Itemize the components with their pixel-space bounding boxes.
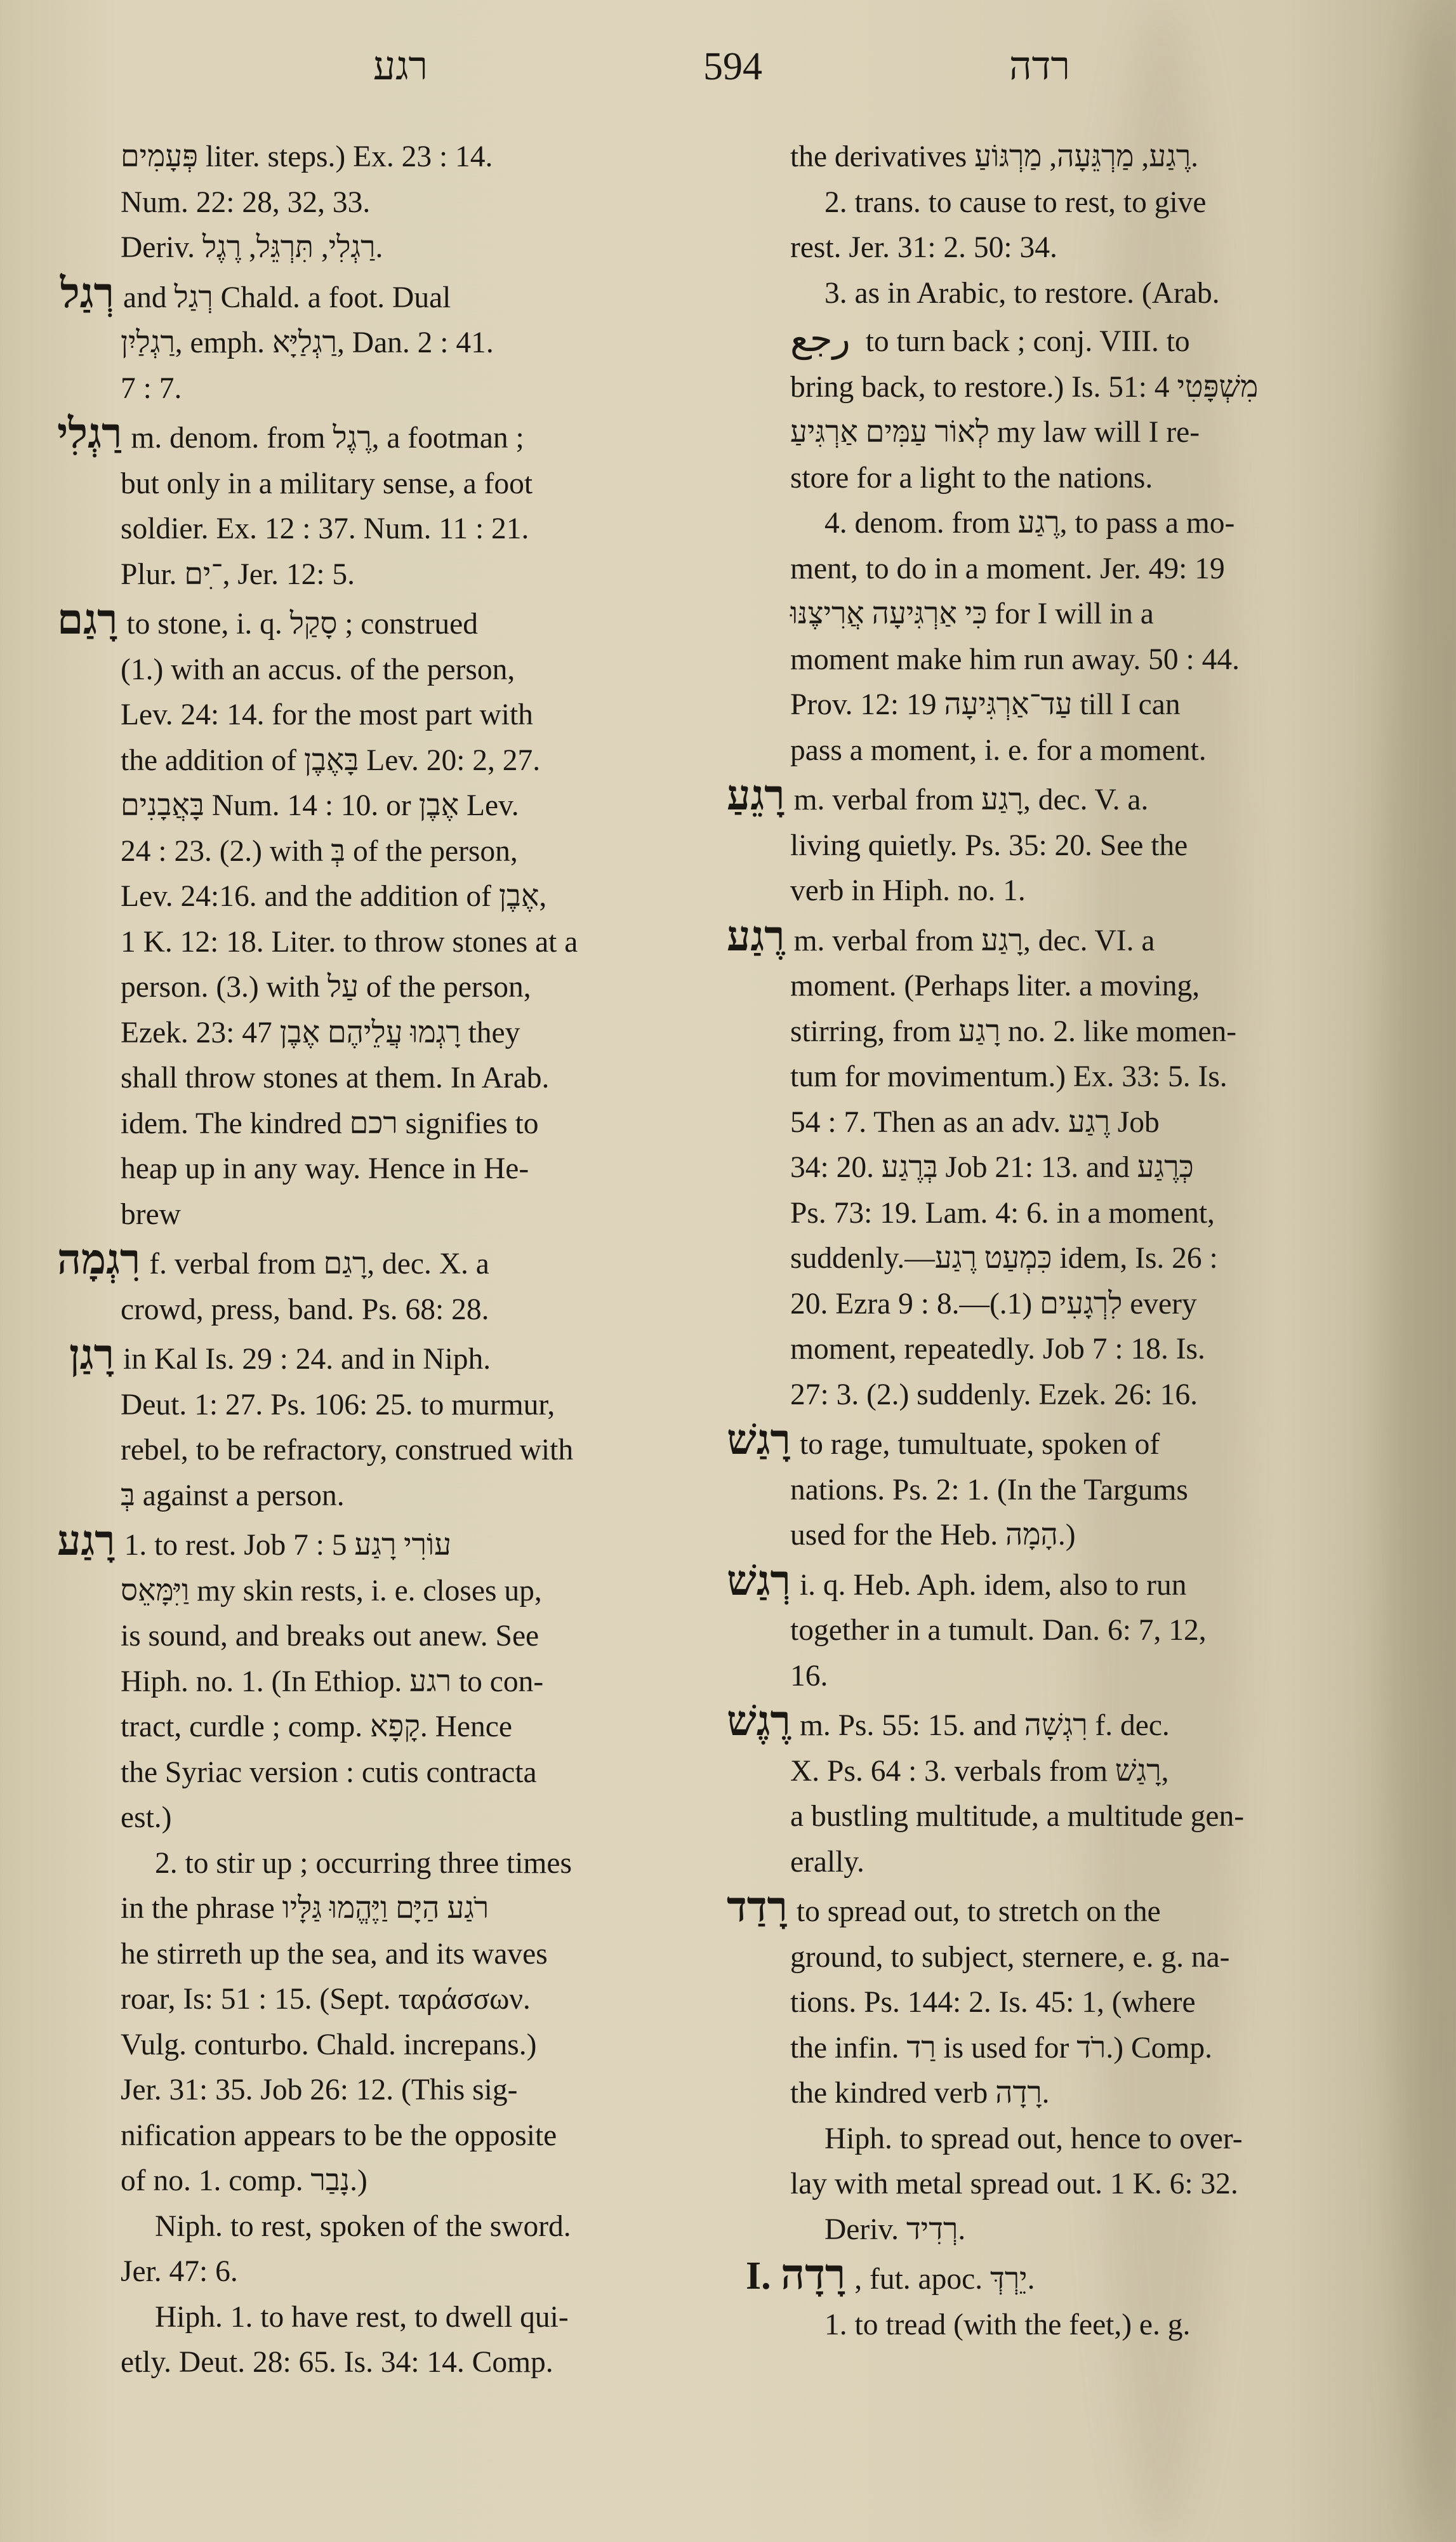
homonym-numeral: I. bbox=[746, 2254, 781, 2298]
line-text: רַגְלַיִן, emph. רַגְלַיָּא, Dan. 2 : 41. bbox=[121, 326, 494, 359]
text-line bbox=[790, 2207, 1425, 2253]
line-text: 20. Ezra 9 : 8.—לִרְגָעִים (1.) every bbox=[790, 1287, 1197, 1321]
line-text: 34: 20. בְּרֶגַע Job 21: 13. and כְּרֶגַע bbox=[790, 1151, 1194, 1184]
text-line bbox=[790, 1191, 1425, 1237]
text-line bbox=[790, 365, 1425, 411]
line-text: בָּאֲבָנִים Num. 14 : 10. or אֶבֶן Lev. bbox=[121, 789, 519, 822]
line-text: f. verbal from רָגַם, dec. X. a bbox=[149, 1248, 489, 1281]
text-line bbox=[121, 366, 746, 412]
line-text: tions. Ps. 144: 2. Is. 45: 1, (where bbox=[790, 1986, 1196, 2019]
text-line bbox=[790, 456, 1425, 502]
headword: רֶגֶשׁ bbox=[727, 1698, 791, 1745]
line-text: וַיִּמָּאֵס my skin rests, i. e. closes up, bbox=[121, 1574, 542, 1607]
text-line bbox=[121, 738, 746, 784]
text-line bbox=[790, 2117, 1425, 2162]
line-text: suddenly.—כִּמְעַט רֶגַע idem, Is. 26 : bbox=[790, 1242, 1218, 1275]
text-line bbox=[121, 829, 746, 875]
text-line bbox=[121, 1569, 746, 1614]
line-text: tract, curdle ; comp. קָפָא. Hence bbox=[121, 1710, 512, 1743]
headword: רָדָה bbox=[781, 2252, 846, 2298]
line-text: 1. to tread (with the feet,) e. g. bbox=[824, 2308, 1191, 2341]
line-text: moment make him run away. 50 : 44. bbox=[790, 642, 1240, 676]
line-text: ground, to subject, sternere, e. g. na- bbox=[790, 1940, 1230, 1974]
line-text: כִּי אַרְגִּיעָה אֲרִיצֶנּוּ for I will in a bbox=[790, 597, 1154, 630]
text-line bbox=[121, 1101, 746, 1147]
headword: רָגֵעַ bbox=[727, 773, 785, 819]
line-text: brew bbox=[121, 1197, 181, 1231]
entry-headword-line bbox=[727, 773, 1425, 823]
line-text: verb in Hiph. no. 1. bbox=[790, 874, 1026, 907]
line-text: etly. Deut. 28: 65. Is. 34: 14. Comp. bbox=[121, 2346, 553, 2379]
headword: רֶגַע bbox=[727, 913, 785, 960]
line-text: Hiph. to spread out, hence to over- bbox=[824, 2122, 1243, 2155]
text-line bbox=[121, 225, 746, 271]
text-line bbox=[121, 1614, 746, 1660]
line-text: roar, Is: 51 : 15. (Sept. ταράσσων. bbox=[121, 1983, 531, 2016]
entry-headword-line bbox=[727, 913, 1425, 964]
line-text: 24 : 23. (2.) with בְּ of the person, bbox=[121, 834, 518, 868]
line-text: 2. trans. to cause to rest, to give bbox=[824, 185, 1207, 219]
line-text: , fut. apoc. יֵרְדְּ. bbox=[854, 2263, 1035, 2296]
text-line bbox=[121, 2295, 746, 2341]
line-text: 27: 3. (2.) suddenly. Ezek. 26: 16. bbox=[790, 1378, 1198, 1411]
line-text: פְּעָמִים liter. steps.) Ex. 23 : 14. bbox=[121, 140, 493, 173]
line-text: 7 : 7. bbox=[121, 371, 182, 405]
line-text: stirring, from רָגַע no. 2. like momen- bbox=[790, 1015, 1237, 1048]
text-line bbox=[121, 693, 746, 738]
text-line bbox=[121, 1750, 746, 1796]
line-text: the Syriac version : cutis contracta bbox=[121, 1755, 537, 1789]
headword: רְגַשׁ bbox=[727, 1557, 791, 1604]
line-text: m. verbal from רָגַע, dec. VI. a bbox=[793, 924, 1155, 957]
line-text: בְּ against a person. bbox=[121, 1479, 345, 1512]
headword: רְגַל bbox=[60, 270, 114, 317]
line-text: Deriv. רְדִיד. bbox=[824, 2213, 966, 2246]
line-text: Ezek. 23: 47 רָגְמוּ עֲלֵיהֶם אֶבֶן they bbox=[121, 1016, 520, 1049]
text-line bbox=[790, 728, 1425, 774]
line-text: est.) bbox=[121, 1801, 172, 1834]
line-text: (1.) with an accus. of the person, bbox=[121, 653, 515, 686]
line-text: used for the Heb. הָמָה.) bbox=[790, 1519, 1076, 1552]
text-line bbox=[790, 823, 1425, 869]
arabic-word: رجع bbox=[790, 317, 850, 360]
text-line bbox=[121, 180, 746, 226]
line-text: Jer. 47: 6. bbox=[121, 2255, 238, 2288]
line-text: is sound, and breaks out anew. See bbox=[121, 1620, 539, 1653]
line-text: erally. bbox=[790, 1845, 864, 1879]
text-line bbox=[121, 321, 746, 366]
text-line bbox=[121, 1932, 746, 1978]
line-text: m. verbal from רָגַע, dec. V. a. bbox=[793, 783, 1149, 816]
text-line bbox=[121, 552, 746, 598]
text-line bbox=[790, 410, 1425, 456]
text-line bbox=[790, 1840, 1425, 1886]
line-text: 1. to rest. Job 7 : 5 עוֹרִי רָגַע bbox=[124, 1529, 451, 1562]
text-line bbox=[121, 965, 746, 1011]
line-text: heap up in any way. Hence in He- bbox=[121, 1152, 529, 1185]
text-line bbox=[121, 2249, 746, 2295]
line-text: the infin. רַד is used for רֹד.) Comp. bbox=[790, 2031, 1212, 2065]
line-text: and רְגַל Chald. a foot. Dual bbox=[123, 281, 451, 314]
text-line bbox=[121, 1056, 746, 1101]
line-text: the derivatives רֶגַע, מַרְגֵּעָה, מַרְגּוֹעַ. bbox=[790, 140, 1199, 173]
entry-headword-line bbox=[57, 597, 746, 648]
line-text: Hiph. 1. to have rest, to dwell qui- bbox=[155, 2300, 569, 2334]
text-line bbox=[121, 874, 746, 920]
line-text: person. (3.) with עַל of the person, bbox=[121, 971, 531, 1004]
line-text: shall throw stones at them. In Arab. bbox=[121, 1061, 550, 1095]
left-column bbox=[57, 135, 746, 2386]
line-text: m. Ps. 55: 15. and רִגְשָׁה f. dec. bbox=[799, 1709, 1170, 1742]
headword: רָגַן bbox=[69, 1332, 114, 1378]
text-line bbox=[790, 682, 1425, 728]
text-line bbox=[790, 1100, 1425, 1146]
text-line bbox=[121, 2023, 746, 2068]
entry-headword-line bbox=[60, 270, 746, 321]
line-text: moment, repeatedly. Job 7 : 18. Is. bbox=[790, 1333, 1205, 1366]
text-line bbox=[121, 1011, 746, 1056]
text-line bbox=[790, 1608, 1425, 1654]
text-line bbox=[790, 1009, 1425, 1055]
headword: רַגְלִי bbox=[57, 411, 122, 457]
line-text: idem. The kindred רכם signifies to bbox=[121, 1107, 539, 1140]
line-text: to stone, i. q. סָקַל ; construed bbox=[126, 608, 478, 641]
text-line bbox=[790, 1794, 1425, 1840]
text-line bbox=[121, 1288, 746, 1333]
text-line bbox=[121, 1428, 746, 1474]
line-text: 16. bbox=[790, 1659, 828, 1693]
text-line bbox=[790, 2162, 1425, 2207]
text-line bbox=[121, 1886, 746, 1932]
entry-headword-line bbox=[727, 1557, 1425, 1609]
entry-headword-line bbox=[727, 1417, 1425, 1468]
text-line bbox=[790, 1749, 1425, 1795]
line-text: Lev. 24: 14. for the most part with bbox=[121, 698, 533, 731]
line-text: 1 K. 12: 18. Liter. to throw stones at a bbox=[121, 925, 578, 959]
text-line bbox=[790, 271, 1425, 317]
text-line bbox=[121, 783, 746, 829]
text-line bbox=[790, 1282, 1425, 1328]
line-text: Vulg. conturbo. Chald. increpans.) bbox=[121, 2028, 537, 2061]
line-text: living quietly. Ps. 35: 20. See the bbox=[790, 828, 1188, 862]
line-text: crowd, press, band. Ps. 68: 28. bbox=[121, 1293, 489, 1326]
headword: רָגַשׁ bbox=[727, 1417, 791, 1463]
line-text: 54 : 7. Then as an adv. רֶגַע Job bbox=[790, 1105, 1160, 1139]
line-text: 2. to stir up ; occurring three times bbox=[155, 1846, 572, 1880]
line-text: together in a tumult. Dan. 6: 7, 12, bbox=[790, 1614, 1207, 1647]
line-text: to rage, tumultuate, spoken of bbox=[799, 1428, 1160, 1461]
line-text: of no. 1. comp. נָבַר.) bbox=[121, 2164, 367, 2197]
text-line bbox=[790, 2026, 1425, 2072]
text-line bbox=[790, 1236, 1425, 1282]
headword: רָגַע bbox=[57, 1518, 116, 1564]
headword: רָגַם bbox=[57, 597, 118, 643]
text-line bbox=[121, 2068, 746, 2113]
line-text: 4. denom. from רֶגַע, to pass a mo- bbox=[824, 507, 1235, 540]
line-text: Plur. ־ִים, Jer. 12: 5. bbox=[121, 557, 355, 591]
entry-headword-line bbox=[746, 2252, 1425, 2303]
text-line bbox=[121, 507, 746, 552]
headword: רָדַד bbox=[727, 1884, 788, 1931]
text-line bbox=[790, 180, 1425, 226]
line-text: tum for movimentum.) Ex. 33: 5. Is. bbox=[790, 1060, 1228, 1093]
page-number: 594 bbox=[703, 45, 762, 88]
text-line bbox=[121, 1147, 746, 1192]
text-line bbox=[790, 1468, 1425, 1514]
entry-headword-line bbox=[57, 411, 746, 462]
running-header bbox=[0, 44, 1456, 95]
text-line bbox=[121, 2204, 746, 2250]
text-line bbox=[790, 592, 1425, 637]
line-text: Hiph. no. 1. (In Ethiop. רגע to con- bbox=[121, 1665, 544, 1698]
text-line bbox=[121, 1383, 746, 1428]
line-text: soldier. Ex. 12 : 37. Num. 11 : 21. bbox=[121, 512, 529, 545]
left-running-head: רגע bbox=[373, 45, 428, 88]
text-line bbox=[121, 648, 746, 693]
line-text: Deut. 1: 27. Ps. 106: 25. to murmur, bbox=[121, 1388, 555, 1421]
line-text: Prov. 12: 19 עַד־אַרְגִּיעָה till I can bbox=[790, 688, 1181, 721]
line-text: rebel, to be refractory, construed with bbox=[121, 1434, 574, 1467]
line-text: nification appears to be the opposite bbox=[121, 2119, 557, 2152]
text-line bbox=[121, 135, 746, 180]
entry-headword-line bbox=[727, 1884, 1425, 1935]
line-text: Lev. 24:16. and the addition of אֶבֶן, bbox=[121, 880, 547, 913]
text-line bbox=[121, 2159, 746, 2204]
headword: רִגְמָה bbox=[57, 1237, 141, 1283]
line-text: Ps. 73: 19. Lam. 4: 6. in a moment, bbox=[790, 1196, 1215, 1230]
line-text: i. q. Heb. Aph. idem, also to run bbox=[799, 1568, 1187, 1602]
text-line bbox=[121, 1192, 746, 1238]
line-text: moment. (Perhaps liter. a moving, bbox=[790, 969, 1200, 1002]
text-line bbox=[790, 868, 1425, 914]
right-column bbox=[727, 135, 1425, 2348]
right-running-head: רדה bbox=[1009, 45, 1070, 88]
text-line bbox=[790, 1373, 1425, 1418]
line-text: Jer. 31: 35. Job 26: 12. (This sig- bbox=[121, 2073, 518, 2106]
text-line bbox=[790, 547, 1425, 592]
line-text: store for a light to the nations. bbox=[790, 461, 1153, 495]
line-text: the addition of בָּאֶבֶן Lev. 20: 2, 27. bbox=[121, 743, 541, 777]
text-line bbox=[121, 2340, 746, 2386]
line-text: לְאוֹר עַמִּים אַרְגִּיעַ my law will I re- bbox=[790, 416, 1200, 449]
text-line bbox=[790, 1980, 1425, 2026]
text-line bbox=[121, 1660, 746, 1705]
entry-headword-line bbox=[69, 1332, 746, 1383]
line-text: X. Ps. 64 : 3. verbals from רָגַשׁ, bbox=[790, 1754, 1169, 1788]
text-line bbox=[121, 462, 746, 507]
text-line bbox=[790, 501, 1425, 547]
text-line bbox=[790, 316, 1425, 365]
line-text: ment, to do in a moment. Jer. 49: 19 bbox=[790, 552, 1225, 585]
text-line bbox=[790, 2303, 1425, 2348]
text-line bbox=[121, 1474, 746, 1519]
entry-headword-line bbox=[727, 1698, 1425, 1749]
line-text: bring back, to restore.) Is. 51: 4 מִשְׁפָּטִי bbox=[790, 370, 1259, 404]
line-text: in the phrase רֹגַע הַיָּם וַיֶּהֱמוּ גַּלָּיו bbox=[121, 1892, 489, 1925]
text-line bbox=[121, 1705, 746, 1750]
text-line bbox=[790, 1055, 1425, 1100]
line-text: a bustling multitude, a multitude gen- bbox=[790, 1800, 1245, 1833]
line-text: m. denom. from רֶגֶל, a footman ; bbox=[131, 422, 524, 455]
text-line bbox=[121, 2113, 746, 2159]
text-line bbox=[121, 1795, 746, 1841]
line-text: to spread out, to stretch on the bbox=[796, 1895, 1161, 1928]
line-text: nations. Ps. 2: 1. (In the Targums bbox=[790, 1473, 1188, 1507]
text-line bbox=[790, 1935, 1425, 1981]
line-text: Deriv. רַגְלִי, תִּרְגֵּל, רֶגֶל. bbox=[121, 231, 383, 264]
line-text: 3. as in Arabic, to restore. (Arab. bbox=[824, 276, 1220, 310]
text-line bbox=[121, 1977, 746, 2023]
line-text: the kindred verb רָדָה. bbox=[790, 2077, 1050, 2110]
line-text: but only in a military sense, a foot bbox=[121, 467, 533, 500]
line-text: Niph. to rest, spoken of the sword. bbox=[155, 2209, 571, 2243]
line-text: he stirreth up the sea, and its waves bbox=[121, 1937, 548, 1971]
text-line bbox=[790, 225, 1425, 271]
entry-headword-line bbox=[57, 1518, 746, 1569]
text-line bbox=[790, 1513, 1425, 1559]
text-line bbox=[790, 1327, 1425, 1373]
text-line bbox=[790, 135, 1425, 180]
entry-headword-line bbox=[57, 1237, 746, 1288]
text-line bbox=[790, 964, 1425, 1009]
text-line bbox=[790, 637, 1425, 683]
text-line bbox=[121, 920, 746, 966]
line-text: pass a moment, i. e. for a moment. bbox=[790, 733, 1207, 767]
text-line bbox=[121, 1841, 746, 1887]
line-text: to turn back ; conj. VIII. to bbox=[865, 325, 1190, 358]
line-text: lay with metal spread out. 1 K. 6: 32. bbox=[790, 2167, 1238, 2200]
text-line bbox=[790, 1145, 1425, 1191]
line-text: rest. Jer. 31: 2. 50: 34. bbox=[790, 231, 1057, 264]
line-text: Num. 22: 28, 32, 33. bbox=[121, 185, 371, 219]
text-line bbox=[790, 1654, 1425, 1700]
text-line bbox=[790, 2071, 1425, 2117]
line-text: in Kal Is. 29 : 24. and in Niph. bbox=[123, 1343, 491, 1376]
